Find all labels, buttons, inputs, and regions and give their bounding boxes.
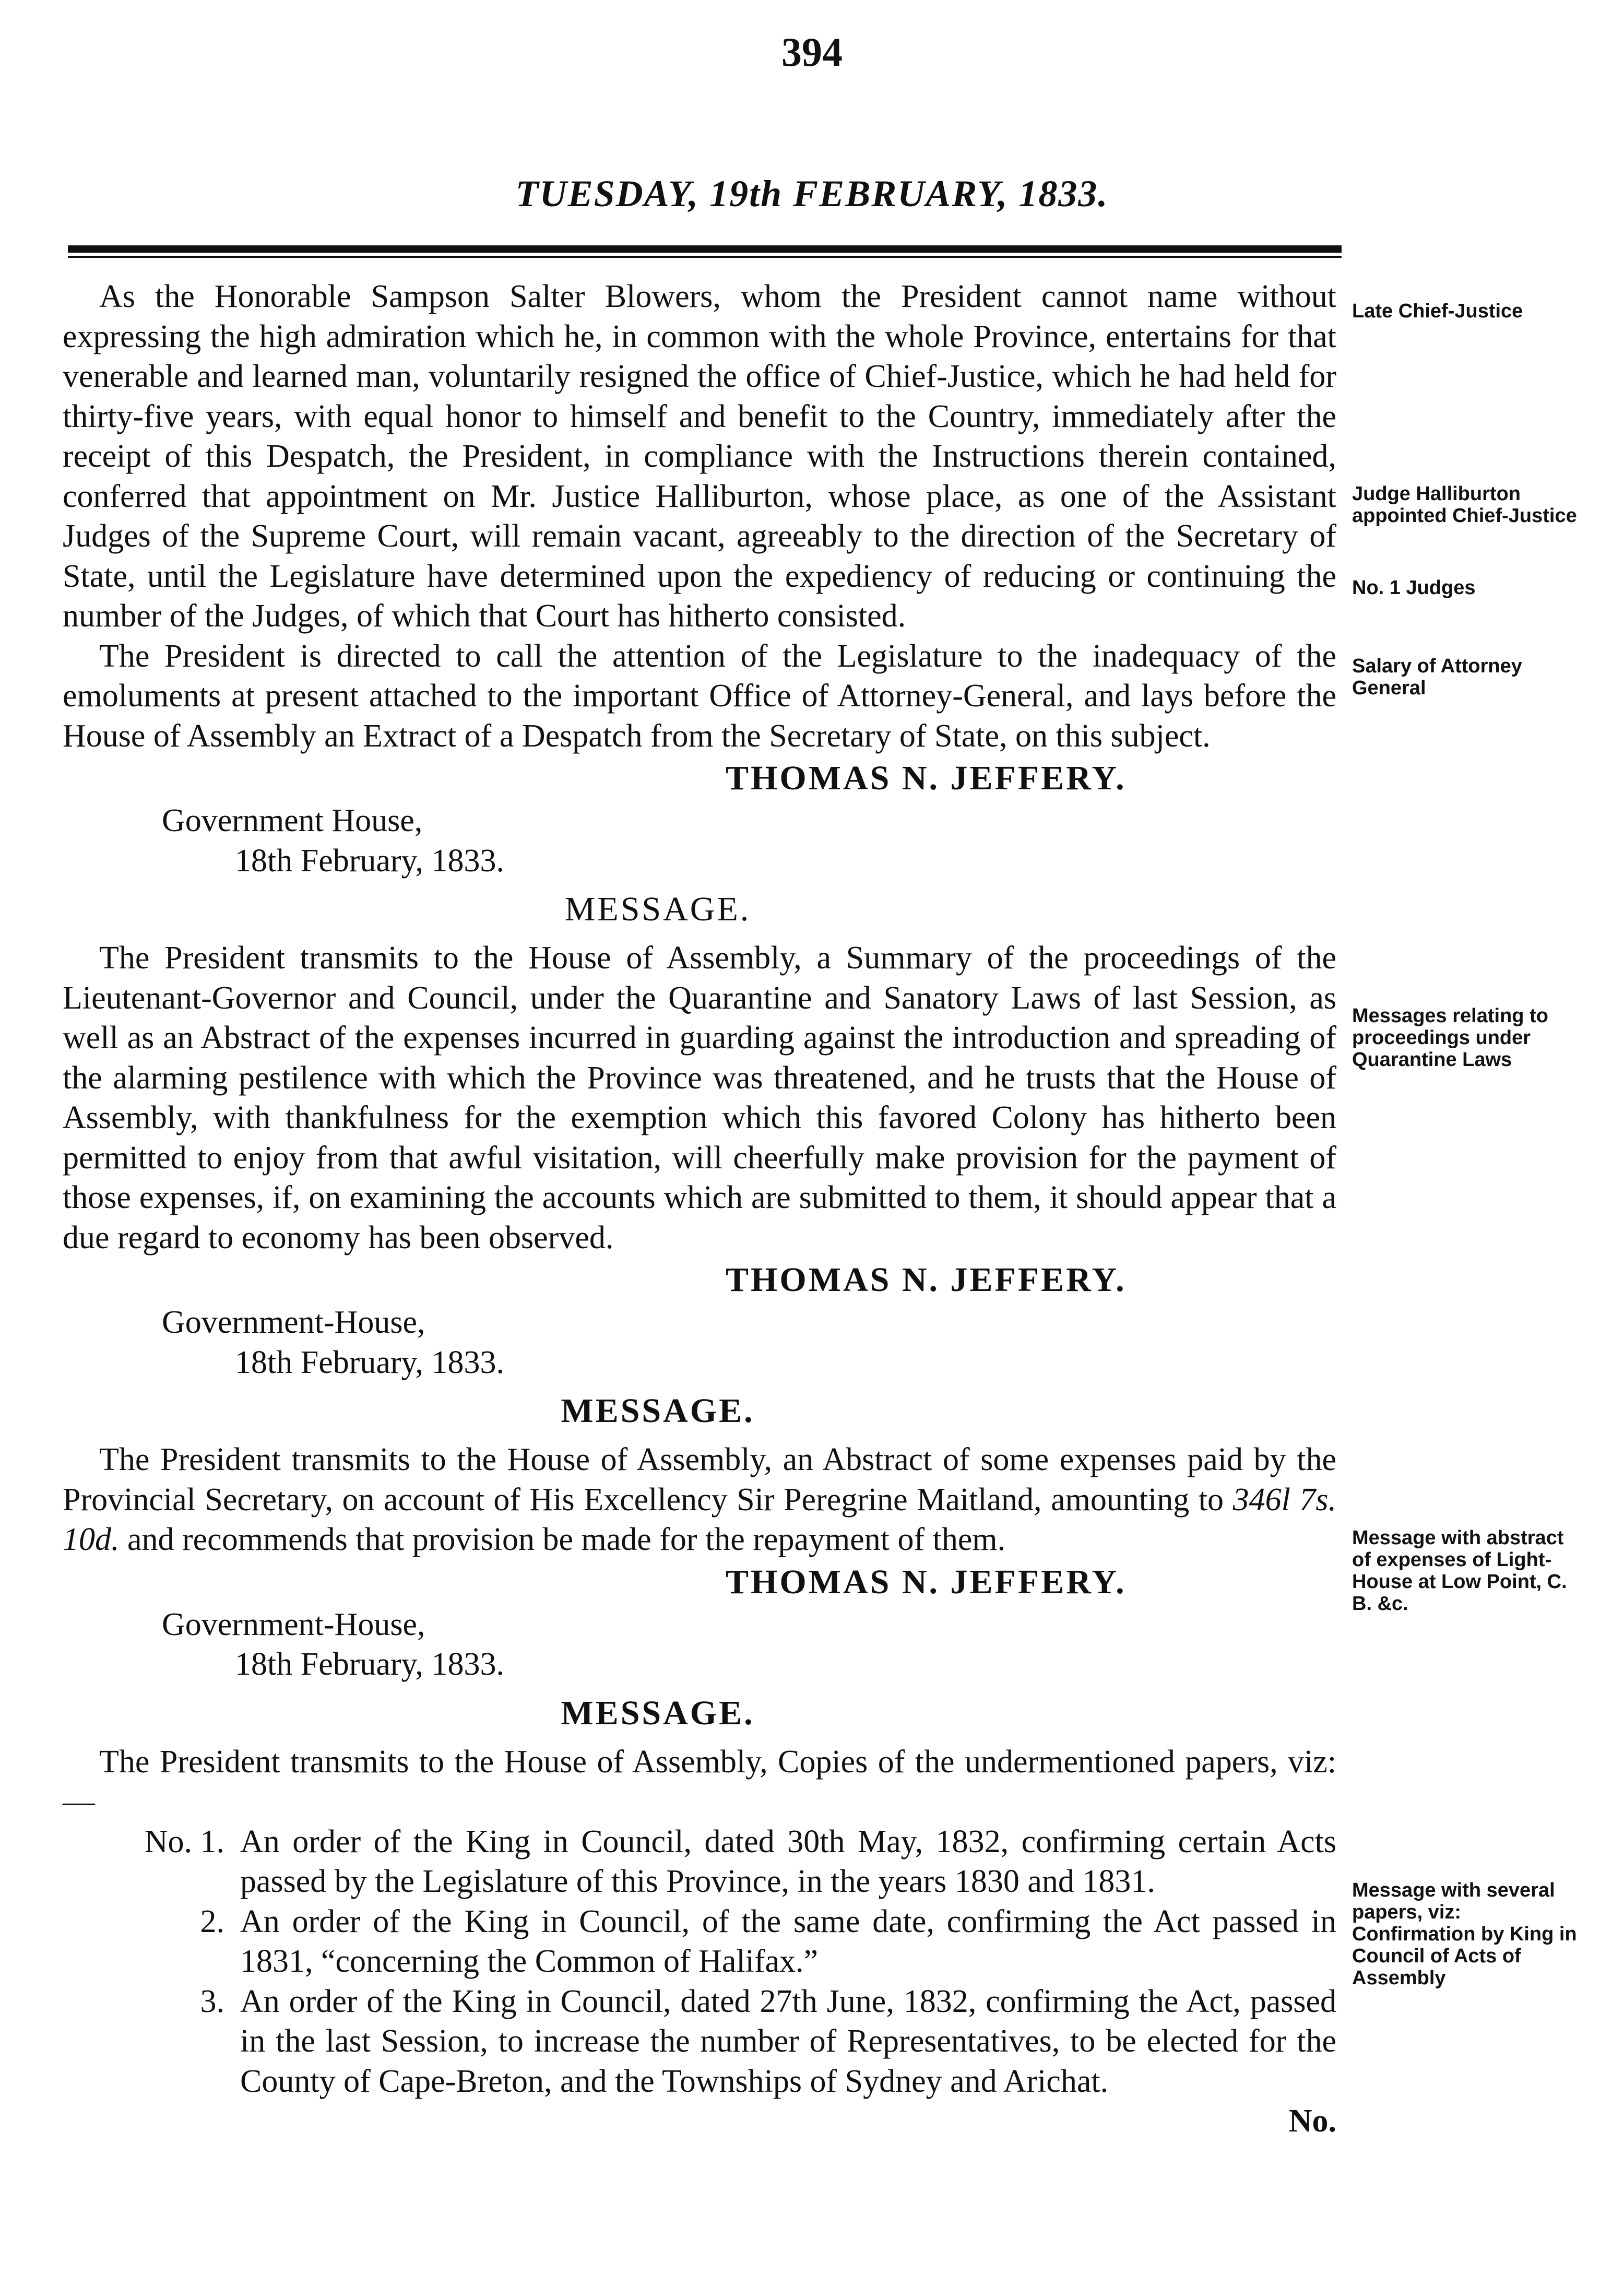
list-text: An order of the King in Council, dated 30th May, 1832, confirming certain Acts passed by the Legislature of this Province, in the years 1830 and 1831. — [240, 1823, 1336, 1899]
margin-note-papers: Message with several papers, viz: Confirmation by King in Council of Acts of Assembly — [1352, 1879, 1577, 1989]
place: Government-House, — [162, 1305, 425, 1340]
message-heading: MESSAGE. — [564, 890, 751, 928]
list-text: An order of the King in Council, dated 27th June, 1832, confirming the Act, passed in the last Session, to increase the number of Representatives, to be elected for the County of Cape-Breton, and the Townships of Sydney and Arichat. — [240, 1983, 1336, 2099]
signature: THOMAS N. JEFFERY. — [726, 759, 1127, 797]
margin-note-attorney-general: Salary of Attorney General — [1352, 655, 1522, 699]
list-number: No. 1. — [144, 1823, 224, 1859]
place: Government-House, — [162, 1606, 425, 1642]
paragraph-chief-justice: As the Honorable Sampson Salter Blowers, whom the President cannot name without expressing the high admiration which he, in common with the whole Province, entertains for that venerable and learned man, voluntarily resigned the office of Chief-Justice, which he had held for thirty-five years, with equal honor to himself and benefit to the Country, immediately after the receipt of this Despatch, the President, in compliance with the Instructions therein contained, conferred that appointment on Mr. Justice Halliburton, whose place, as one of the Assistant Judges of the Supreme Court, will remain vacant, agreeably to the direction of the Secretary of State, until the Legislature have determined upon the expediency of reducing or continuing the number of the Judges, of which that Court has hitherto consisted. — [63, 279, 1336, 634]
list-number: 3. — [200, 1983, 224, 2019]
signature: THOMAS N. JEFFERY. — [726, 1562, 1127, 1601]
margin-note-judge-halliburton: Judge Halliburton appointed Chief-Justice — [1352, 483, 1577, 527]
margin-note-late-chief-justice: Late Chief-Justice — [1352, 300, 1523, 322]
amount: 346l 7s. 10d. — [63, 1482, 1336, 1557]
signature: THOMAS N. JEFFERY. — [726, 1261, 1127, 1299]
margin-note-light-house: Message with abstract of expenses of Light-House at Low Point, C. B. &c. — [1352, 1527, 1567, 1615]
paragraph-expenses — [63, 1440, 1336, 1560]
paragraph-papers: The President transmits to the House of Assembly, Copies of the undermentioned papers, viz:— — [63, 1744, 1336, 1819]
message-heading: MESSAGE. — [561, 1693, 755, 1732]
paragraph-attorney-general: The President is directed to call the attention of the Legislature to the inadequacy of the emoluments at present attached to the important Office of Attorney-General, and lays before the House of Assembly an Extract of a Despatch from the Secretary of State, on this subject. — [63, 638, 1336, 754]
date: 18th February, 1833. — [235, 1344, 505, 1380]
paragraph-expenses-before: The President transmits to the House of Assembly, an Abstract of some expenses paid by the Provincial Secretary, on account of His Excellency Sir Peregrine Maitland, amounting to — [63, 1442, 1336, 1518]
margin-note-quarantine: Messages relating to proceedings under Quarantine Laws — [1352, 1005, 1548, 1071]
list-item — [63, 1982, 1336, 2102]
header-rule — [68, 245, 1342, 258]
page-header: TUESDAY, 19th FEBRUARY, 1833. — [515, 173, 1109, 215]
place: Government House, — [162, 803, 423, 838]
paragraph-expenses-after: and recommends that provision be made for the repayment of them. — [119, 1522, 1006, 1557]
date: 18th February, 1833. — [235, 1647, 505, 1682]
page-number: 394 — [781, 29, 843, 75]
list-number: 2. — [200, 1903, 224, 1939]
paragraph-quarantine: The President transmits to the House of Assembly, a Summary of the proceedings of the Lieutenant-Governor and Council, under the Quarantine and Sanatory Laws of last Session, as well as an Abstract of the expenses incurred in guarding against the introduction and spreading of the alarming pestilence with which the Province was threatened, and he trusts that the House of Assembly, with thankfulness for the exemption which this favored Colony has hitherto been permitted to enjoy from that awful visitation, will cheerfully make provision for the payment of those expenses, if, on examining the accounts which are submitted to them, it should appear that a due regard to economy has been observed. — [63, 940, 1336, 1255]
list-text: An order of the King in Council, of the same date, confirming the Act passed in 1831, “concerning the Common of Halifax.” — [240, 1903, 1336, 1979]
date: 18th February, 1833. — [235, 843, 505, 879]
list-item — [63, 1902, 1336, 1982]
margin-note-judges: No. 1 Judges — [1352, 577, 1476, 599]
main-text — [63, 277, 1336, 2141]
catchword: No. — [1288, 2103, 1336, 2139]
message-heading: MESSAGE. — [561, 1392, 755, 1430]
list-item — [63, 1822, 1336, 1902]
